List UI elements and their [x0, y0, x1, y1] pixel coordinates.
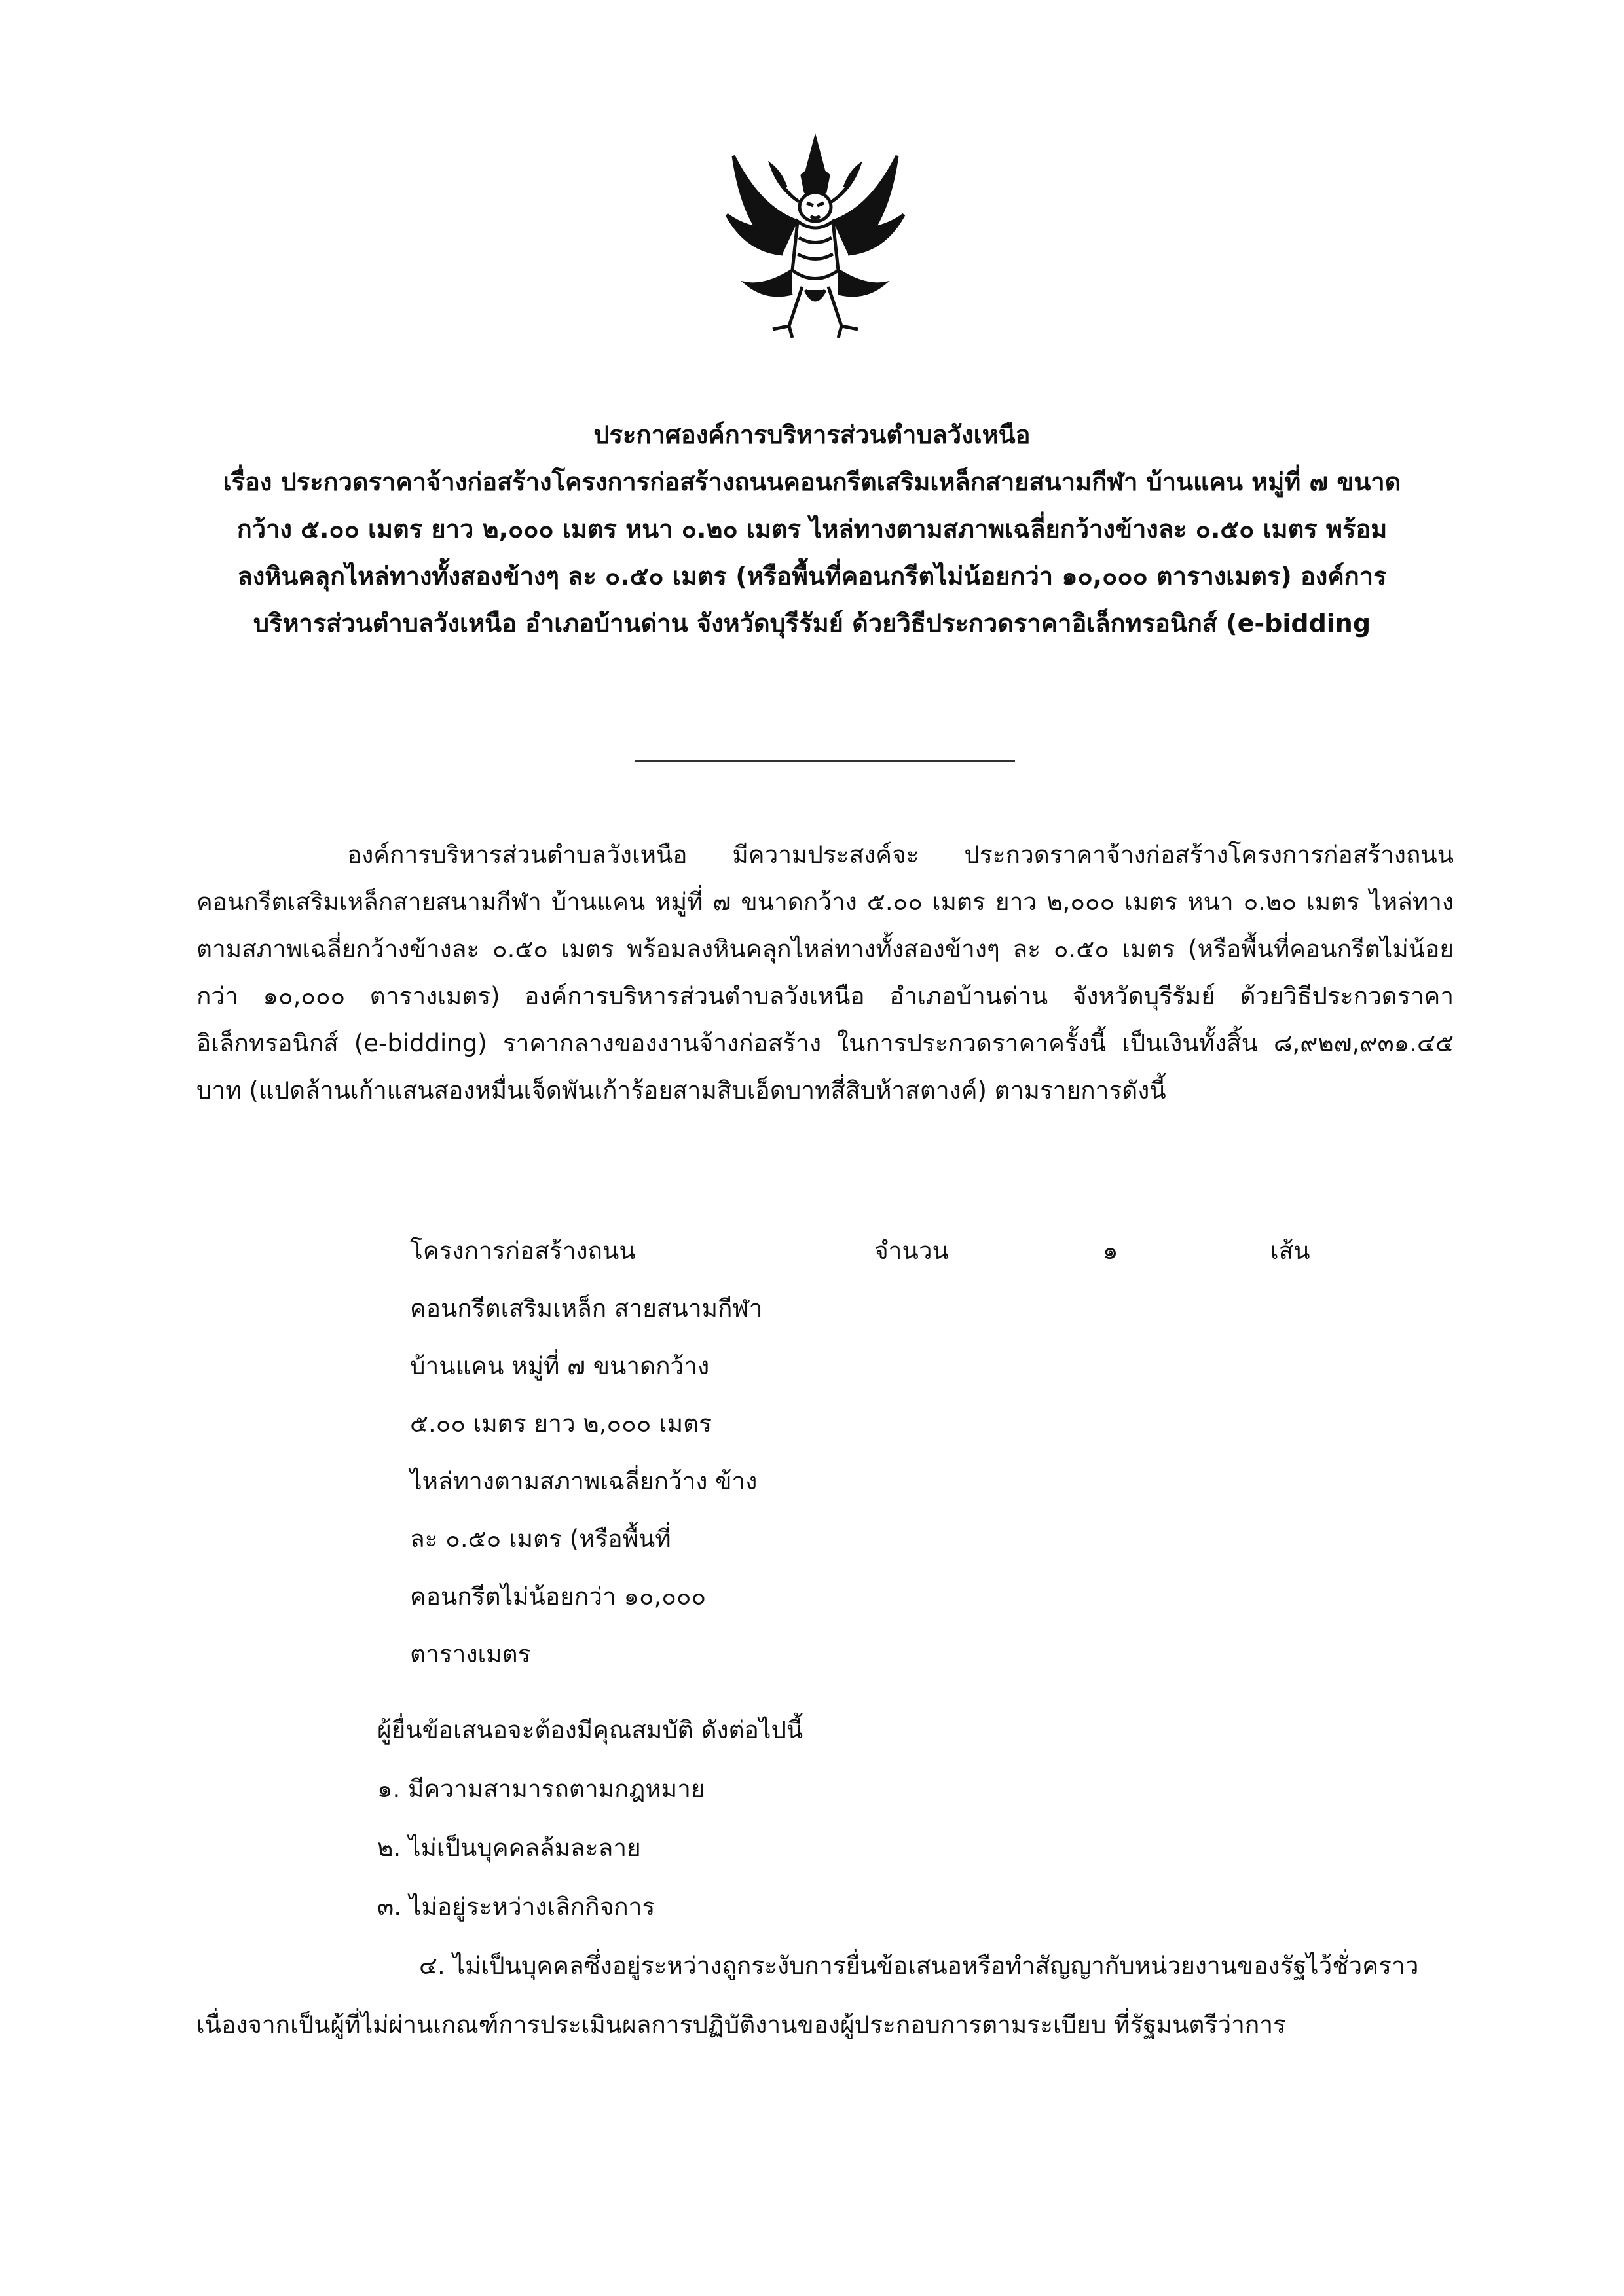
- item-name-line: ตารางเมตร: [410, 1640, 531, 1668]
- item-unit: เส้น: [1270, 1237, 1310, 1265]
- item-name-line: ละ ๐.๕๐ เมตร (หรือพื้นที่: [410, 1525, 671, 1553]
- qualification-item: ๒. ไม่เป็นบุคคลล้มละลาย: [377, 1834, 641, 1862]
- heading-title: ประกาศองค์การบริหารส่วนตำบลวังเหนือ: [593, 420, 1031, 449]
- heading-subject-line: กว้าง ๕.๐๐ เมตร ยาว ๒,๐๐๐ เมตร หนา ๐.๒๐ เมตร ไหล่ทางตามสภาพเฉลี่ยกว้างข้างละ ๐.๕๐ เมตร พร้อม: [236, 515, 1388, 543]
- intro-paragraph: องค์การบริหารส่วนตำบลวังเหนือ มีความประสงค์จะ ประกวดราคาจ้างก่อสร้างโครงการก่อสร้างถนนคอนกรีตเสริมเหล็กสายสนามกีฬา บ้านแคน หมู่ที่ ๗ ขนาดกว้าง ๕.๐๐ เมตร ยาว ๒,๐๐๐ เมตร หนา ๐.๒๐ เมตร ไหล่ทางตามสภาพเฉลี่ยกว้างข้างละ ๐.๕๐ เมตร พร้อมลงหินคลุกไหล่ทางทั้งสองข้างๆ ละ ๐.๕๐ เมตร (หรือพื้นที่คอนกรีตไม่น้อยกว่า ๑๐,๐๐๐ ตารางเมตร) องค์การบริหารส่วนตำบลวังเหนือ อำเภอบ้านด่าน จังหวัดบุรีรัมย์ ด้วยวิธีประกวดราคาอิเล็กทรอนิกส์ (e-bidding) ราคากลางของงานจ้างก่อสร้าง ในการประกวดราคาครั้งนี้ เป็นเงินทั้งสิ้น ๘,๙๒๗,๙๓๑.๔๕ บาท (แปดล้านเก้าแสนสองหมื่นเจ็ดพันเก้าร้อยสามสิบเอ็ดบาทสี่สิบห้าสตางค์) ตามรายการดังนี้: [196, 841, 1454, 1104]
- item-name-line: ไหล่ทางตามสภาพเฉลี่ยกว้าง ข้าง: [410, 1467, 758, 1495]
- item-name-line: บ้านแคน หมู่ที่ ๗ ขนาดกว้าง: [410, 1352, 710, 1380]
- item-name-line: คอนกรีตเสริมเหล็ก สายสนามกีฬา: [410, 1294, 763, 1322]
- divider: [635, 760, 1015, 762]
- qualification-item: ๑. มีความสามารถตามกฎหมาย: [377, 1775, 705, 1803]
- qualifications-intro: ผู้ยื่นข้อเสนอจะต้องมีคุณสมบัติ ดังต่อไปนี้: [377, 1716, 803, 1744]
- item-quantity-label: จำนวน: [874, 1237, 949, 1265]
- qualification-item-continuation: เนื่องจากเป็นผู้ที่ไม่ผ่านเกณฑ์การประเมินผลการปฏิบัติงานของผู้ประกอบการตามระเบียบ ที่รัฐมนตรีว่าการ: [196, 2011, 1286, 2039]
- qualification-item: ๓. ไม่อยู่ระหว่างเลิกกิจการ: [377, 1893, 655, 1921]
- heading-subject-line: บริหารส่วนตำบลวังเหนือ อำเภอบ้านด่าน จังหวัดบุรีรัมย์ ด้วยวิธีประกวดราคาอิเล็กทรอนิกส์ (e-bidding: [253, 609, 1371, 638]
- item-name-line: โครงการก่อสร้างถนน: [410, 1237, 636, 1265]
- heading-subject-line: ลงหินคลุกไหล่ทางทั้งสองข้างๆ ละ ๐.๕๐ เมตร (หรือพื้นที่คอนกรีตไม่น้อยกว่า ๑๐,๐๐๐ ตารางเมตร) องค์การ: [237, 562, 1387, 591]
- qualifications-section: [196, 1701, 1454, 2054]
- item-name-line: ๕.๐๐ เมตร ยาว ๒,๐๐๐ เมตร: [410, 1410, 712, 1438]
- project-item-name: [410, 1222, 763, 1683]
- announcement-heading: [196, 411, 1428, 647]
- item-name-line: คอนกรีตไม่น้อยกว่า ๑๐,๐๐๐: [410, 1582, 707, 1611]
- announcement-body: [196, 831, 1454, 1114]
- item-quantity: ๑: [1103, 1237, 1118, 1265]
- heading-subject-line: เรื่อง ประกวดราคาจ้างก่อสร้างโครงการก่อสร้างถนนคอนกรีตเสริมเหล็กสายสนามกีฬา บ้านแคน หมู่ที่ ๗ ขนาด: [223, 467, 1401, 496]
- garuda-emblem-icon: [720, 130, 910, 346]
- qualification-item: ๔. ไม่เป็นบุคคลซึ่งอยู่ระหว่างถูกระงับการยื่นข้อเสนอหรือทำสัญญากับหน่วยงานของรัฐไว้ชั่วคราว: [419, 1952, 1419, 1980]
